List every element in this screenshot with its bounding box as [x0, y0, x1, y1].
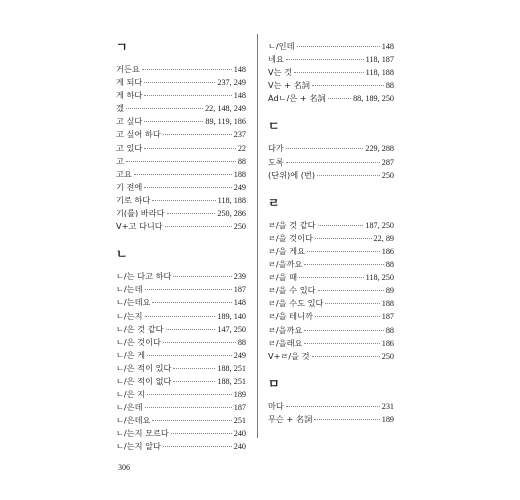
index-entry [116, 115, 246, 128]
index-entry [116, 76, 246, 89]
entry-term: ㄴ/은 것이다 [116, 336, 161, 347]
dot-leader [166, 329, 216, 330]
entry-pages: 239 [233, 272, 246, 282]
dot-leader [165, 226, 232, 227]
entry-term: ㄹ/을 것 같다 [268, 219, 316, 230]
entry-term: ㄹ/을래요 [268, 337, 303, 348]
entry-pages: 188 [233, 169, 246, 179]
entry-pages: 237 [233, 130, 246, 140]
index-entry [116, 414, 246, 427]
entry-pages: 187 [381, 312, 394, 322]
entry-pages: 249 [233, 350, 246, 360]
index-entry [268, 350, 394, 363]
entry-pages: 231 [381, 401, 394, 411]
index-entry [116, 440, 246, 453]
entry-pages: 22 [237, 143, 246, 153]
entry-term: 마다 [268, 400, 284, 411]
index-column-left [116, 40, 246, 468]
index-entry [268, 400, 394, 413]
dot-leader [171, 433, 232, 434]
dot-leader [315, 238, 372, 239]
index-entry [268, 40, 394, 53]
entry-pages: 186 [381, 338, 394, 348]
dot-leader [294, 72, 364, 73]
entry-term: ㄴ/은 지 [116, 389, 146, 400]
dot-leader [126, 108, 203, 109]
entry-pages: 287 [381, 157, 394, 167]
section-heading: ㄹ [268, 195, 280, 210]
index-entry [116, 310, 246, 323]
dot-leader [286, 162, 380, 163]
column-divider [257, 34, 258, 438]
index-entry [116, 102, 246, 115]
dot-leader [307, 251, 380, 252]
entry-pages: 88 [385, 81, 394, 91]
entry-term: 무슨 + 名詞 [268, 413, 313, 424]
entry-pages: 118, 188 [365, 68, 394, 78]
entry-term: ㄹ/을까요 [268, 259, 303, 270]
entry-term: 겠 [116, 103, 124, 114]
entry-pages: 89 [385, 286, 394, 296]
dot-leader [286, 148, 364, 149]
dot-leader [163, 134, 232, 135]
dot-leader [318, 225, 364, 226]
dot-leader [173, 276, 231, 277]
dot-leader [144, 121, 203, 122]
index-entry [116, 128, 246, 141]
index-entry [268, 245, 394, 258]
dot-leader [304, 330, 383, 331]
index-entry [268, 258, 394, 271]
entry-term: ㄴ/은데요 [116, 415, 151, 426]
entry-pages: 22, 89 [373, 233, 394, 243]
dot-leader [144, 148, 235, 149]
dot-leader [126, 161, 236, 162]
entry-pages: 189 [233, 390, 246, 400]
dot-leader [297, 46, 380, 47]
index-entry [268, 232, 394, 245]
index-entry [116, 155, 246, 168]
entry-term: ㄹ/을 게요 [268, 245, 305, 256]
index-entry [268, 413, 394, 426]
index-section [268, 40, 394, 105]
entry-term: ㄹ/을 때 [268, 272, 298, 283]
entry-term: ㄹ/을 것이다 [268, 232, 313, 243]
entry-pages: 237, 249 [217, 78, 246, 88]
entry-term: 도록 [268, 156, 284, 167]
index-entry [116, 220, 246, 233]
index-entry [268, 310, 394, 323]
entry-term: 기(를) 바라다 [116, 208, 165, 219]
entry-pages: 148 [381, 42, 394, 51]
dot-leader [299, 277, 364, 278]
index-entry [116, 362, 246, 375]
entry-term: ㄴ/은 것 같다 [116, 323, 164, 334]
index-entry [116, 63, 246, 76]
entry-pages: 187, 250 [365, 220, 394, 230]
entry-term: ㄹ/을 수도 있다 [268, 298, 324, 309]
dot-leader [144, 82, 215, 83]
index-entry [116, 401, 246, 414]
entry-pages: 186 [381, 246, 394, 256]
entry-pages: 89, 119, 186 [205, 117, 246, 127]
dot-leader [317, 175, 380, 176]
dot-leader [144, 187, 231, 188]
index-entry [116, 323, 246, 336]
entry-pages: 250 [381, 351, 394, 361]
index-entry [268, 337, 394, 350]
dot-leader [142, 69, 232, 70]
entry-term: ㄹ/을 수 있다 [268, 285, 316, 296]
index-section [268, 377, 394, 426]
entry-term: 고 있다 [116, 142, 143, 153]
entry-term: V+고 다니다 [116, 221, 163, 232]
entry-term: 다가 [268, 143, 284, 154]
index-section [116, 40, 246, 233]
page-number: 306 [118, 463, 130, 472]
section-heading: ㅁ [268, 376, 280, 391]
index-entry [268, 169, 394, 182]
entry-pages: 148 [233, 65, 246, 74]
entry-term: 거든요 [116, 64, 140, 74]
entry-term: ㄴ/는데 [116, 284, 143, 295]
dot-leader [312, 356, 380, 357]
entry-term: ㄴ/인데 [268, 41, 295, 51]
index-entry [268, 53, 394, 66]
index-entry [268, 219, 394, 232]
index-entry [116, 349, 246, 362]
index-section [268, 119, 394, 181]
dot-leader [286, 59, 364, 60]
dot-leader [163, 342, 236, 343]
entry-term: ㄹ/을까요 [268, 324, 303, 335]
index-entry [116, 427, 246, 440]
index-entry [116, 142, 246, 155]
entry-pages: 250, 286 [217, 209, 246, 219]
entry-term: (단위)에 (번) [268, 169, 316, 180]
dot-leader [318, 290, 384, 291]
entry-term: ㄴ/는지 알다 [116, 441, 161, 452]
entry-term: 네요 [268, 54, 284, 65]
index-column-right [268, 40, 394, 440]
entry-pages: 250 [233, 222, 246, 232]
entry-term: ㄴ/는 다고 하다 [116, 271, 172, 282]
entry-term: 게 하다 [116, 90, 143, 101]
dot-leader [312, 85, 384, 86]
dot-leader [147, 394, 232, 395]
entry-pages: 189, 140 [217, 311, 246, 321]
dot-leader [328, 98, 351, 99]
section-heading: ㄴ [116, 247, 128, 262]
dot-leader [325, 303, 379, 304]
entry-pages: 249 [233, 182, 246, 192]
dot-leader [144, 95, 231, 96]
index-entry [116, 168, 246, 181]
dot-leader [304, 343, 379, 344]
index-entry [268, 92, 394, 105]
entry-term: V는 것 [268, 67, 293, 78]
entry-term: 고 싶다 [116, 116, 143, 127]
dot-leader [167, 213, 216, 214]
index-entry [268, 324, 394, 337]
dot-leader [147, 355, 232, 356]
entry-term: ㄴ/는데요 [116, 297, 151, 308]
entry-term: ㄴ/는지 [116, 310, 143, 321]
entry-term: 기로 하다 [116, 194, 151, 205]
index-entry [116, 336, 246, 349]
index-entry [268, 297, 394, 310]
entry-term: ㄹ/을 테니까 [268, 311, 313, 322]
dot-leader [163, 446, 232, 447]
entry-term: 고 싶어 하다 [116, 129, 161, 140]
entry-pages: 187 [233, 285, 246, 295]
entry-term: 고 [116, 155, 124, 166]
index-entry [268, 156, 394, 169]
index-entry [116, 296, 246, 309]
index-entry [116, 207, 246, 220]
entry-term: ㄴ/은 게 [116, 349, 146, 360]
index-entry [268, 79, 394, 92]
entry-pages: 229, 288 [365, 144, 394, 154]
entry-term: Adㄴ/은 + 名詞 [268, 93, 326, 104]
entry-pages: 189 [381, 414, 394, 424]
entry-pages: 147, 250 [217, 324, 246, 334]
dot-leader [314, 419, 379, 420]
dot-leader [152, 302, 231, 303]
entry-pages: 22, 148, 249 [205, 104, 246, 114]
entry-pages: 250 [381, 170, 394, 180]
dot-leader [315, 316, 380, 317]
entry-term: 기 전에 [116, 181, 143, 192]
entry-pages: 188, 251 [217, 376, 246, 386]
entry-pages: 251 [233, 416, 246, 426]
entry-pages: 88, 189, 250 [353, 94, 394, 104]
entry-term: 게 되다 [116, 77, 143, 88]
dot-leader [173, 381, 215, 382]
index-entry [268, 284, 394, 297]
entry-term: ㄴ/은데 [116, 402, 143, 413]
entry-pages: 187 [233, 403, 246, 413]
index-section [268, 196, 394, 363]
entry-term: ㄴ/은 적이 없다 [116, 375, 172, 386]
index-entry [116, 194, 246, 207]
entry-pages: 118, 250 [365, 273, 394, 283]
dot-leader [286, 406, 380, 407]
index-entry [116, 283, 246, 296]
entry-pages: 148 [233, 91, 246, 101]
entry-term: ㄴ/는지 모르다 [116, 428, 169, 439]
entry-pages: 88 [385, 260, 394, 270]
dot-leader [134, 174, 232, 175]
entry-term: V는 + 名詞 [268, 80, 310, 91]
dot-leader [152, 420, 231, 421]
entry-term: V+ㄹ/을 것 [268, 350, 310, 361]
index-entry [268, 271, 394, 284]
entry-pages: 88 [237, 156, 246, 166]
index-section [116, 247, 246, 453]
index-entry [116, 181, 246, 194]
index-entry [268, 142, 394, 155]
entry-pages: 118, 188 [217, 195, 246, 205]
entry-pages: 88 [385, 325, 394, 335]
entry-pages: 148 [233, 298, 246, 308]
index-entry [116, 270, 246, 283]
entry-pages: 188 [381, 299, 394, 309]
section-heading: ㄱ [116, 40, 128, 54]
index-entry [116, 89, 246, 102]
dot-leader [145, 407, 232, 408]
entry-term: ㄴ/은 적이 있다 [116, 362, 172, 373]
dot-leader [145, 316, 216, 317]
index-entry [116, 388, 246, 401]
entry-pages: 240 [233, 442, 246, 452]
entry-pages: 240 [233, 429, 246, 439]
dot-leader [304, 264, 383, 265]
entry-pages: 188, 251 [217, 363, 246, 373]
entry-pages: 88 [237, 337, 246, 347]
dot-leader [152, 200, 215, 201]
entry-term: 고요 [116, 168, 132, 179]
entry-pages: 118, 187 [365, 55, 394, 65]
index-entry [268, 66, 394, 79]
section-heading: ㄷ [268, 119, 280, 134]
dot-leader [173, 368, 215, 369]
dot-leader [145, 289, 232, 290]
index-entry [116, 375, 246, 388]
